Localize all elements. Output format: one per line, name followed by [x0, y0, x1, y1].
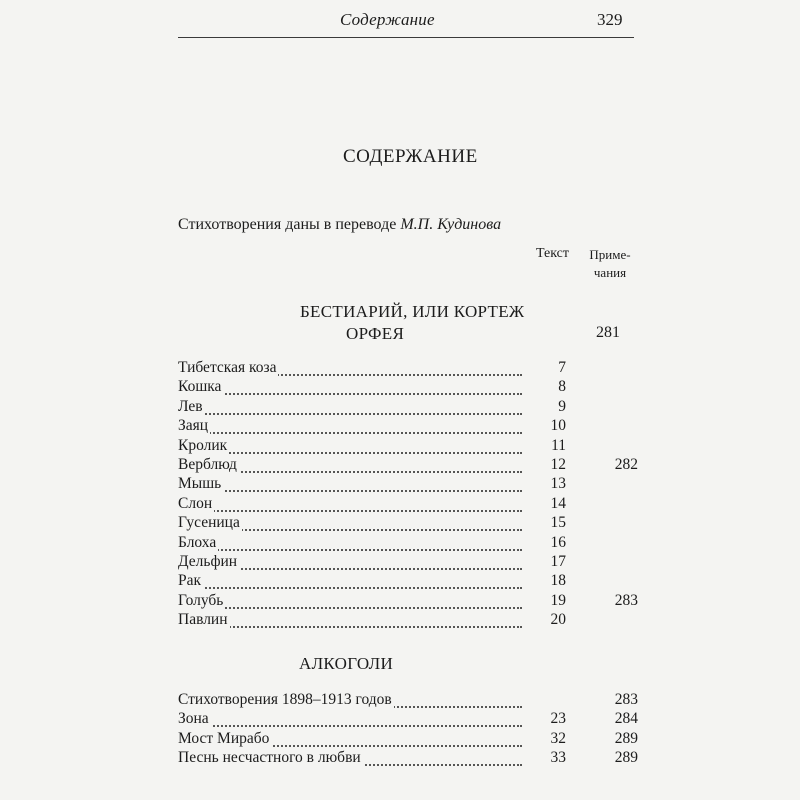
- toc-row: [178, 358, 638, 378]
- toc-entry-title: Стихотворения 1898–1913 годов: [178, 691, 392, 708]
- toc-row: [178, 533, 638, 553]
- leader-dots: [178, 583, 522, 589]
- toc-entry-title: Заяц: [178, 417, 209, 435]
- translator-name: М.П. Кудинова: [400, 216, 502, 233]
- toc-entry-title: Рак: [178, 572, 202, 590]
- toc-entry-title: Песнь несчастного в любви: [178, 748, 361, 766]
- toc-entry-page: 15: [550, 514, 566, 532]
- column-header-text: Текст: [536, 246, 570, 261]
- toc-row: [178, 436, 638, 456]
- toc-entry-notes: 289: [614, 748, 638, 766]
- toc-entry-notes: 282: [614, 456, 638, 473]
- toc-entry-title: Мост Мирабо: [178, 729, 270, 747]
- toc-row: [178, 455, 638, 475]
- toc-entry-title: Голубь: [178, 591, 224, 609]
- toc-row: [178, 552, 638, 572]
- toc-entry-title: Лев: [178, 397, 203, 415]
- toc-entry-page: 19: [550, 591, 566, 609]
- toc-entry-title: Тибетская коза: [178, 359, 277, 376]
- toc-entry-notes: 283: [614, 691, 638, 708]
- toc-entry-title: Павлин: [178, 611, 228, 629]
- toc-entry-page: 23: [550, 710, 566, 728]
- leader-dots: [178, 545, 522, 551]
- toc-entry-page: 20: [550, 611, 566, 629]
- toc-row: [178, 748, 638, 768]
- leader-dots: [178, 409, 522, 415]
- toc-entry-page: 13: [550, 475, 566, 493]
- toc-row: [178, 513, 638, 533]
- toc-entry-page: 18: [550, 572, 566, 590]
- toc-row: [178, 610, 638, 630]
- toc-row: [178, 591, 638, 611]
- toc-entry-page: 10: [550, 417, 566, 435]
- column-header-notes-line1: Приме-: [589, 247, 631, 262]
- toc-entry-title: Гусеница: [178, 514, 240, 532]
- toc-entry-notes: 289: [614, 729, 638, 747]
- page-number: 329: [597, 10, 623, 29]
- toc-entry-title: Блоха: [178, 533, 217, 551]
- toc-entry-page: 7: [558, 359, 566, 376]
- leader-dots: [178, 486, 522, 492]
- toc-entry-page: 16: [550, 533, 566, 551]
- leader-dots: [178, 506, 522, 512]
- toc-row: [178, 709, 638, 729]
- toc-row: [178, 729, 638, 749]
- toc-entry-notes: 283: [614, 591, 638, 609]
- toc-entry-page: 12: [550, 456, 566, 473]
- toc-row: [178, 690, 638, 710]
- toc-entry-title: Слон: [178, 494, 213, 512]
- toc-row: [178, 494, 638, 514]
- toc-row: [178, 571, 638, 591]
- translation-note: [178, 216, 501, 234]
- section-notes-page: 281: [596, 324, 620, 341]
- toc-entry-page: 9: [558, 397, 566, 415]
- toc-entry-page: 17: [550, 553, 566, 570]
- running-header-title: Содержание: [340, 10, 435, 29]
- toc-entry-page: 11: [551, 436, 566, 454]
- leader-dots: [178, 389, 522, 395]
- toc-entry-title: Верблюд: [178, 456, 237, 473]
- section-title-bestiary-line2: ОРФЕЯ: [346, 324, 405, 343]
- section-title-bestiary: БЕСТИАРИЙ, ИЛИ КОРТЕЖ: [300, 302, 525, 321]
- toc-entry-page: 14: [550, 494, 566, 512]
- toc-entry-title: Мышь: [178, 475, 222, 493]
- column-header-notes: [585, 246, 635, 282]
- toc-entry-notes: 284: [614, 710, 638, 728]
- translation-note-prefix: Стихотворения даны в переводе: [178, 216, 401, 233]
- leader-dots: [178, 603, 522, 609]
- toc-entry-title: Кролик: [178, 436, 228, 454]
- column-header-notes-line2: чания: [593, 265, 627, 280]
- leader-dots: [178, 448, 522, 454]
- leader-dots: [178, 622, 522, 628]
- toc-entry-page: 33: [550, 748, 566, 766]
- toc-entry-title: Дельфин: [178, 553, 238, 570]
- section-title-alcools: АЛКОГОЛИ: [299, 654, 394, 673]
- leader-dots: [178, 721, 522, 727]
- leader-dots: [178, 428, 522, 434]
- contents-title: СОДЕРЖАНИЕ: [343, 146, 478, 167]
- toc-row: [178, 377, 638, 397]
- toc-row: [178, 474, 638, 494]
- toc-entry-page: 32: [550, 729, 566, 747]
- toc-entry-page: 8: [558, 378, 566, 396]
- header-rule: [178, 37, 634, 38]
- toc-entry-title: Зона: [178, 710, 209, 728]
- toc-row: [178, 416, 638, 436]
- toc-entry-title: Кошка: [178, 378, 222, 396]
- toc-row: [178, 397, 638, 417]
